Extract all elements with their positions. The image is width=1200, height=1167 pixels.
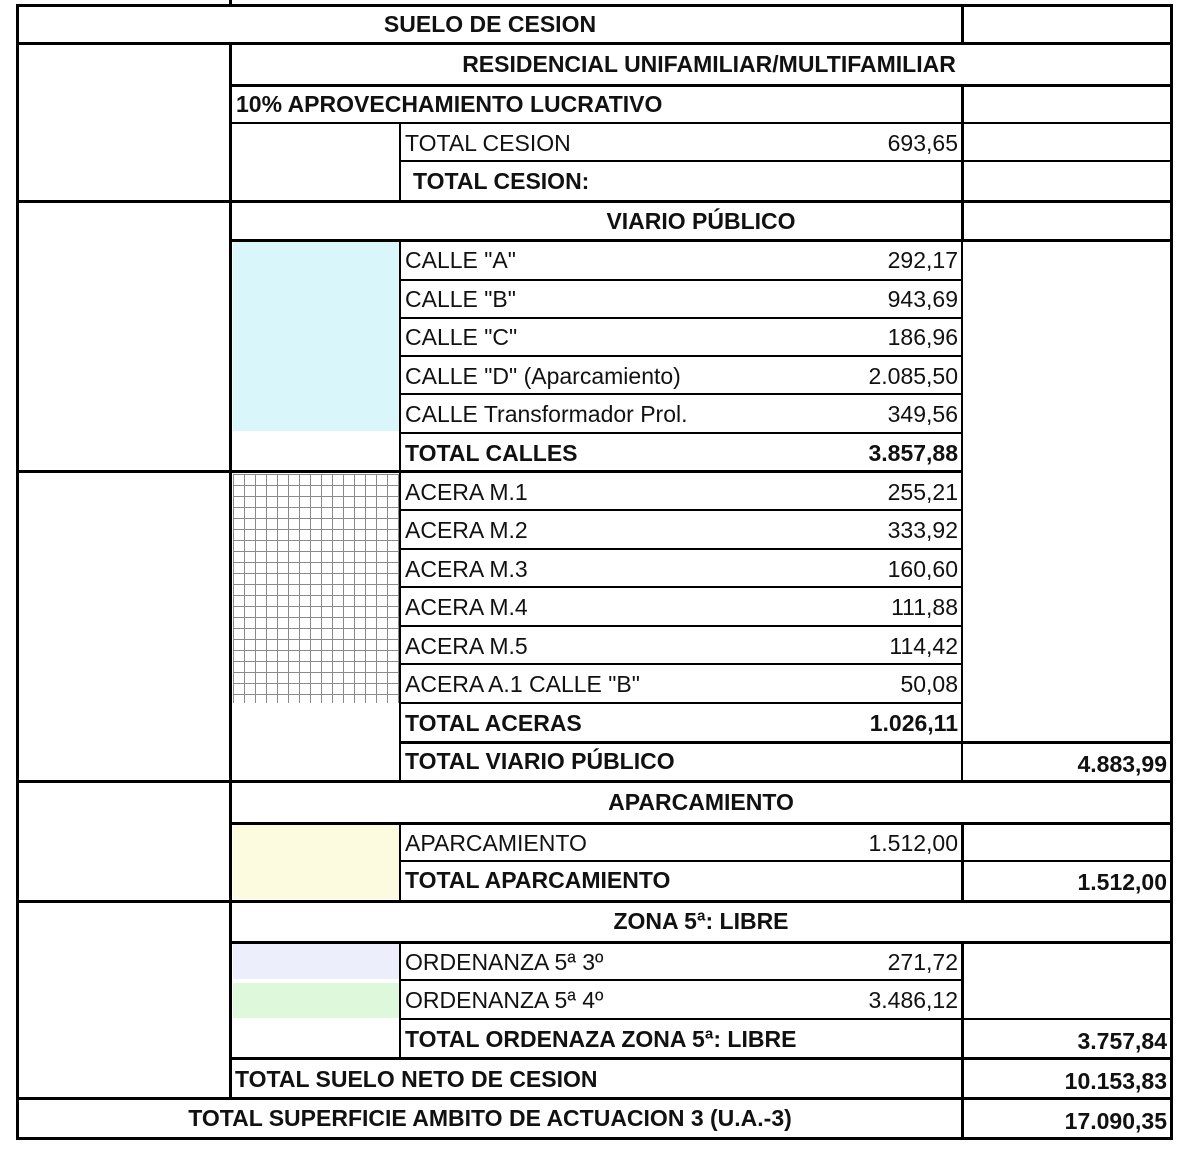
total-zona-libre-value: 3.757,84 — [1077, 1028, 1167, 1054]
acera-value: 114,42 — [889, 633, 958, 659]
total-superficie-label: TOTAL SUPERFICIE AMBITO DE ACTUACION 3 (U.A.-3) — [188, 1105, 792, 1131]
total-aparcamiento-value: 1.512,00 — [1077, 869, 1167, 895]
total-viario-value: 4.883,99 — [1077, 751, 1167, 777]
residencial-title: RESIDENCIAL UNIFAMILIAR/MULTIFAMILIAR — [462, 51, 956, 77]
calle-label: CALLE "B" — [405, 286, 516, 312]
total-aparcamiento-label: TOTAL APARCAMIENTO — [405, 867, 671, 893]
calle-value: 2.085,50 — [868, 363, 958, 389]
acera-value: 50,08 — [900, 671, 958, 697]
ordenanza-4-swatch — [233, 983, 400, 1018]
total-calles-value: 3.857,88 — [868, 440, 958, 466]
total-neto-label: TOTAL SUELO NETO DE CESION — [235, 1066, 598, 1092]
ordenanza-value: 3.486,12 — [868, 987, 958, 1013]
acera-label: ACERA A.1 CALLE "B" — [405, 671, 640, 697]
calle-value: 292,17 — [887, 247, 958, 273]
aparcamiento-row-label: APARCAMIENTO — [405, 830, 587, 856]
total-viario-label: TOTAL VIARIO PÚBLICO — [405, 748, 675, 774]
viario-aceras-swatch — [233, 474, 399, 703]
viario-title: VIARIO PÚBLICO — [606, 208, 796, 234]
total-superficie-value: 17.090,35 — [1064, 1108, 1167, 1134]
total-zona-libre-label: TOTAL ORDENAZA ZONA 5ª: LIBRE — [405, 1026, 797, 1052]
ordenanza-label: ORDENANZA 5ª 3º — [405, 949, 604, 975]
acera-value: 111,88 — [891, 594, 958, 620]
calle-label: CALLE "A" — [405, 247, 516, 273]
acera-value: 255,21 — [887, 479, 958, 505]
ordenanza-3-swatch — [233, 944, 400, 979]
total-aceras-value: 1.026,11 — [869, 710, 958, 736]
residencial-subtitle: 10% APROVECHAMIENTO LUCRATIVO — [236, 91, 663, 117]
acera-label: ACERA M.2 — [405, 517, 528, 543]
aparcamiento-title: APARCAMIENTO — [608, 789, 794, 815]
calle-value: 943,69 — [887, 286, 958, 312]
total-aceras-label: TOTAL ACERAS — [405, 710, 582, 736]
residencial-total-label: TOTAL CESION: — [413, 168, 590, 194]
aparcamiento-swatch — [233, 825, 400, 899]
ordenanza-label: ORDENANZA 5ª 4º — [405, 987, 604, 1013]
calle-value: 186,96 — [887, 324, 958, 350]
calle-value: 349,56 — [887, 401, 958, 427]
calle-label: CALLE "D" (Aparcamiento) — [405, 363, 681, 389]
acera-label: ACERA M.4 — [405, 594, 528, 620]
calle-label: CALLE "C" — [405, 324, 518, 350]
zona-libre-title: ZONA 5ª: LIBRE — [613, 908, 789, 934]
residencial-row-label: TOTAL CESION — [405, 130, 571, 156]
acera-label: ACERA M.5 — [405, 633, 528, 659]
aparcamiento-row-value: 1.512,00 — [868, 830, 958, 856]
residencial-row-value: 693,65 — [887, 130, 958, 156]
page-title: SUELO DE CESION — [383, 11, 597, 37]
acera-value: 160,60 — [887, 556, 958, 582]
viario-calles-swatch — [233, 242, 400, 431]
acera-label: ACERA M.1 — [405, 479, 528, 505]
acera-value: 333,92 — [887, 517, 958, 543]
acera-label: ACERA M.3 — [405, 556, 528, 582]
calle-label: CALLE Transformador Prol. — [405, 401, 688, 427]
ordenanza-value: 271,72 — [887, 949, 958, 975]
total-neto-value: 10.153,83 — [1064, 1068, 1167, 1094]
total-calles-label: TOTAL CALLES — [405, 440, 578, 466]
